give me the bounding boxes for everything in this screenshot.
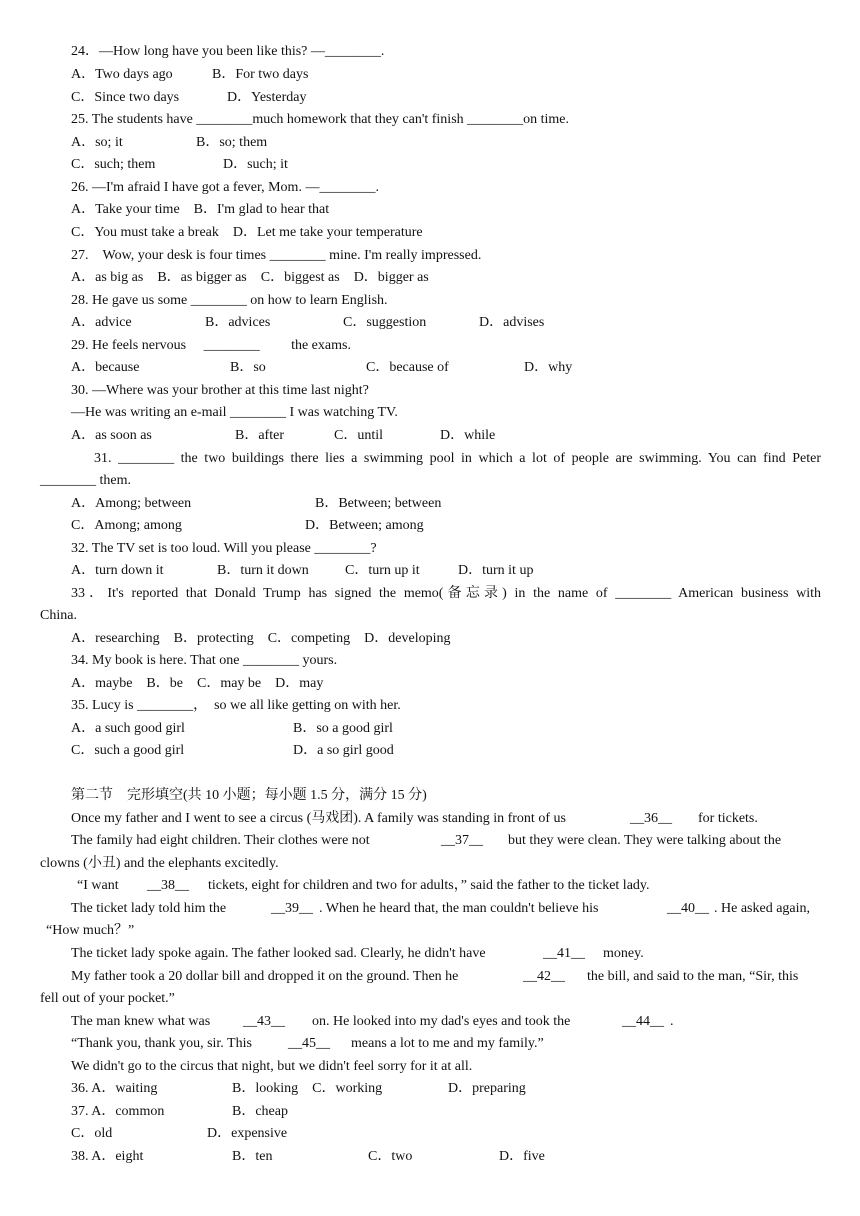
q38-option-a: 38. A．eight [71, 1149, 144, 1164]
passage-line-2-end: but they were clean. They were talking about the [508, 833, 782, 848]
q32-option-a: A．turn down it [71, 563, 164, 578]
passage-line-12: We didn't go to the circus that night, but we didn't feel sorry for it at all. [71, 1059, 473, 1074]
passage-line-10: The man knew what was [71, 1014, 211, 1029]
q35-option-d: D．a so girl good [293, 743, 394, 758]
q38-option-c: C．two [368, 1149, 413, 1164]
passage-line-2: The family had eight children. Their clothes were not [71, 833, 370, 848]
passage-line-8-end: the bill, and said to the man, “Sir, this [587, 969, 799, 984]
q29-stem: 29. He feels nervous ________ the exams. [71, 338, 351, 353]
q24-option-c: C．Since two days [71, 90, 180, 105]
q32-stem: 32. The TV set is too loud. Will you please ________? [71, 541, 377, 556]
q32-option-d: D．turn it up [458, 563, 534, 578]
q27-stem: 27. Wow, your desk is four times ________ mine. I'm really impressed. [71, 248, 482, 263]
q24-option-a: A．Two days ago [71, 67, 173, 82]
q35-stem: 35. Lucy is ________， so we all like getting on with her. [71, 698, 401, 713]
q24-option-d: D．Yesterday [227, 90, 307, 105]
passage-line-4: “I want [77, 878, 119, 893]
passage-line-1-end: for tickets. [698, 811, 758, 826]
q33-stem: 33．It's reported that Donald Trump has signed the memo(备忘录) in the name of ________ American business with [71, 586, 821, 601]
q37-option-d: D．expensive [207, 1126, 288, 1141]
q24-option-b: B．For two days [212, 67, 309, 82]
q31-option-a: A．Among; between [71, 496, 192, 511]
passage-line-5: The ticket lady told him the [71, 901, 227, 916]
passage-line-9: fell out of your pocket.” [40, 991, 175, 1006]
q31-option-b: B．Between; between [315, 496, 442, 511]
blank-37: __37__ [441, 833, 483, 848]
q29-option-a: A．because [71, 360, 140, 375]
passage-line-11: “Thank you, thank you, sir. This [71, 1036, 252, 1051]
q36-option-a: 36. A．waiting [71, 1081, 158, 1096]
q29-option-b: B．so [230, 360, 266, 375]
blank-42: __42__ [523, 969, 565, 984]
q34-options: A．maybe B．be C．may be D．may [71, 676, 324, 691]
q31-option-c: C．Among; among [71, 518, 182, 533]
q30-stem-2: —He was writing an e-mail ________ I was watching TV. [71, 405, 398, 420]
passage-line-7: The ticket lady spoke again. The father looked sad. Clearly, he didn't have [71, 946, 486, 961]
blank-43: __43__ [243, 1014, 285, 1029]
blank-38: __38__ [147, 878, 189, 893]
blank-41: __41__ [543, 946, 585, 961]
q34-stem: 34. My book is here. That one ________ yours. [71, 653, 338, 668]
q30-option-a: A．as soon as [71, 428, 152, 443]
passage-line-11-end: means a lot to me and my family.” [351, 1036, 544, 1051]
passage-line-7-end: money. [603, 946, 644, 961]
blank-39: __39__ [271, 901, 313, 916]
q32-option-c: C．turn up it [345, 563, 420, 578]
blank-40: __40__ [667, 901, 709, 916]
q33-options: A．researching B．protecting C．competing D．developing [71, 631, 451, 646]
q24-stem: 24．—How long have you been like this? —________. [71, 44, 385, 59]
q38-option-d: D．five [499, 1149, 545, 1164]
q31-stem: 31. ________ the two buildings there lies a swimming pool in which a lot of people are swimming. You can find Peter [94, 451, 821, 466]
q30-option-b: B．after [235, 428, 284, 443]
passage-line-4-end: tickets, eight for children and two for adults，” said the father to the ticket lady. [208, 878, 650, 893]
q35-option-b: B．so a good girl [293, 721, 393, 736]
section-heading-cloze: 第二节 完形填空(共 10 小题；每小题 1.5 分，满分 15 分) [71, 788, 427, 803]
q25-option-d: D．such; it [223, 157, 288, 172]
blank-45: __45__ [288, 1036, 330, 1051]
q31-option-d: D．Between; among [305, 518, 424, 533]
passage-line-3: clowns (小丑) and the elephants excitedly. [40, 856, 279, 871]
q38-option-b: B．ten [232, 1149, 273, 1164]
passage-line-10-end: . [670, 1014, 674, 1029]
q31-stem-2: ________ them. [40, 473, 131, 488]
q25-option-c: C．such; them [71, 157, 156, 172]
q37-option-a: 37. A．common [71, 1104, 165, 1119]
q28-option-a: A．advice [71, 315, 132, 330]
passage-line-10-mid: on. He looked into my dad's eyes and took the [312, 1014, 571, 1029]
q28-option-b: B．advices [205, 315, 271, 330]
q28-option-d: D．advises [479, 315, 545, 330]
q36-option-d: D．preparing [448, 1081, 526, 1096]
q29-option-d: D．why [524, 360, 573, 375]
q30-option-d: D．while [440, 428, 496, 443]
q29-option-c: C．because of [366, 360, 449, 375]
q25-option-b: B．so; them [196, 135, 268, 150]
q28-stem: 28. He gave us some ________ on how to learn English. [71, 293, 388, 308]
q27-options: A．as big as B．as bigger as C．biggest as D．bigger as [71, 270, 429, 285]
q28-option-c: C．suggestion [343, 315, 427, 330]
q37-option-c: C．old [71, 1126, 113, 1141]
q25-option-a: A．so; it [71, 135, 123, 150]
passage-line-5-end: . He asked again, [714, 901, 811, 916]
q26-options-cd: C．You must take a break D．Let me take your temperature [71, 225, 423, 240]
q32-option-b: B．turn it down [217, 563, 309, 578]
q25-stem: 25. The students have ________much homework that they can't finish ________on time. [71, 112, 570, 127]
q26-stem: 26. —I'm afraid I have got a fever, Mom. —________. [71, 180, 379, 195]
q26-options-ab: A．Take your time B．I'm glad to hear that [71, 202, 330, 217]
q30-option-c: C．until [334, 428, 384, 443]
q35-option-c: C．such a good girl [71, 743, 185, 758]
passage-line-8: My father took a 20 dollar bill and dropped it on the ground. Then he [71, 969, 459, 984]
q30-stem: 30. —Where was your brother at this time last night? [71, 383, 369, 398]
passage-line-6: “How much？” [46, 923, 135, 938]
q33-stem-2: China. [40, 608, 77, 623]
passage-line-1: Once my father and I went to see a circus (马戏团). A family was standing in front of us [71, 811, 566, 826]
passage-line-5-mid: . When he heard that, the man couldn't believe his [319, 901, 599, 916]
blank-36: __36__ [630, 811, 672, 826]
q37-option-b: B．cheap [232, 1104, 288, 1119]
q35-option-a: A．a such good girl [71, 721, 185, 736]
q36-options-bc: B．looking C．working [232, 1081, 383, 1096]
blank-44: __44__ [622, 1014, 664, 1029]
